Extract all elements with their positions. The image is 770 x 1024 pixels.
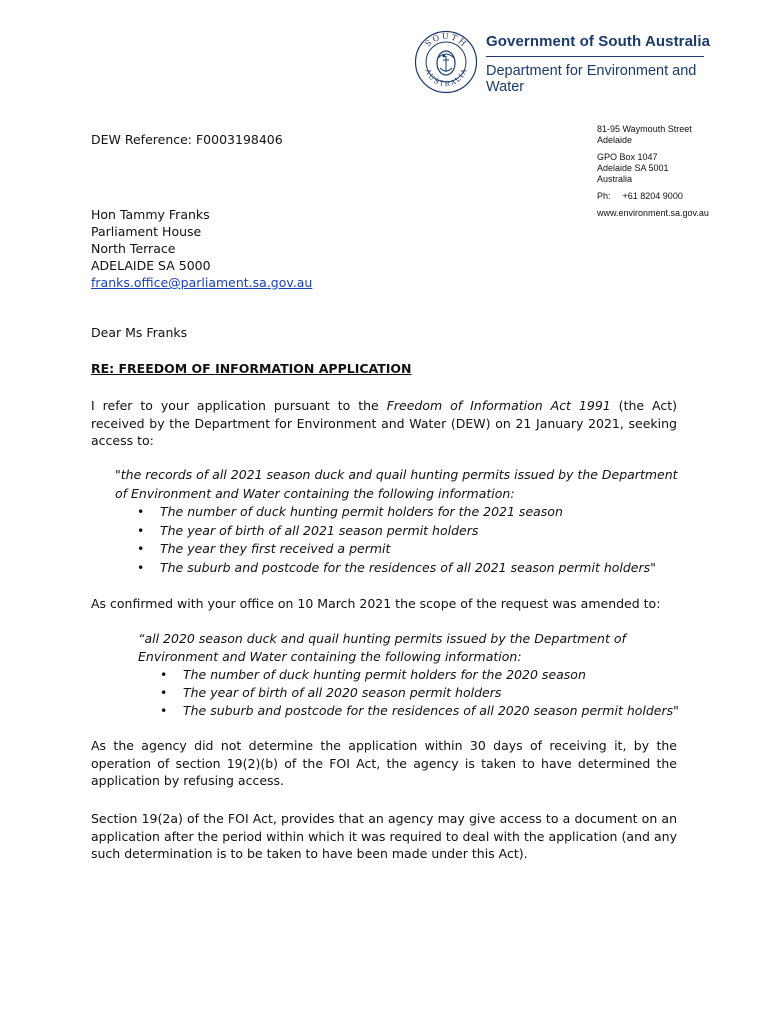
svg-text:SOUTH — [424, 32, 470, 49]
address-po-box: GPO Box 1047 — [597, 152, 658, 162]
phone-label: Ph: — [597, 191, 611, 201]
seal-text-top: SOUTH — [423, 31, 470, 50]
address-country: Australia — [597, 174, 633, 184]
bullet-icon: • — [137, 559, 145, 575]
paragraph-section-19-2a: Section 19(2a) of the FOI Act, provides that an agency may give access to a document on an application after the period within which it was required to deal with the application (and any such determination is to be taken to have been made under this Act). — [91, 811, 677, 862]
list-item: • The suburb and postcode for the residences of all 2020 season permit holders" — [160, 703, 679, 718]
list-item: • The suburb and postcode for the residences of all 2021 season permit holders" — [137, 559, 685, 578]
address-street: 81-95 Waymouth Street — [597, 124, 692, 134]
phone-line — [597, 191, 709, 202]
list-item: • The number of duck hunting permit holders for the 2020 season — [160, 667, 586, 682]
recipient-block — [91, 206, 312, 291]
phone-number: +61 8204 9000 — [622, 191, 683, 201]
header-divider — [486, 56, 704, 57]
act-name: Freedom of Information Act 1991 — [386, 398, 611, 413]
quote1-intro: "the records of all 2021 season duck and quail hunting permits issued by the Department of Environment and Water containing the following information: — [115, 467, 678, 501]
recipient-line1: Parliament House — [91, 224, 202, 239]
salutation: Dear Ms Franks — [91, 325, 188, 340]
para1-before: I refer to your application pursuant to the — [91, 398, 387, 413]
bullet-icon: • — [137, 541, 145, 556]
address-postcode: Adelaide SA 5001 — [597, 163, 669, 173]
quote1-list — [137, 503, 685, 577]
recipient-name: Hon Tammy Franks — [91, 207, 210, 222]
subject-line: RE: FREEDOM OF INFORMATION APPLICATION — [91, 361, 412, 376]
quote2-intro: “all 2020 season duck and quail hunting permits issued by the Department of Environment and Water containing the following information: — [138, 631, 626, 664]
bullet-icon: • — [160, 703, 168, 718]
bullet-icon: • — [137, 504, 145, 519]
bullet-icon: • — [160, 685, 168, 700]
list-item: • The number of duck hunting permit holders for the 2021 season — [137, 503, 685, 522]
amended-request-quote — [138, 630, 688, 720]
recipient-email-link[interactable]: franks.office@parliament.sa.gov.au — [91, 275, 313, 290]
sender-address — [597, 124, 709, 219]
recipient-line2: North Terrace — [91, 241, 176, 256]
reference-number: DEW Reference: F0003198406 — [91, 132, 283, 147]
department-name: Department for Environment and Water — [486, 63, 697, 95]
list-item: • The year they first received a permit — [137, 540, 685, 559]
bullet-icon: • — [137, 522, 145, 538]
website: www.environment.sa.gov.au — [597, 208, 709, 218]
seal-text-bottom: AUSTRALIA — [423, 66, 469, 89]
bullet-icon: • — [160, 667, 168, 682]
paragraph-scope-amended: As confirmed with your office on 10 March 2021 the scope of the request was amended to: — [91, 596, 661, 611]
government-name: Government of South Australia — [486, 33, 711, 50]
list-item: • The year of birth of all 2021 season permit holders — [137, 522, 685, 541]
list-item: • The year of birth of all 2020 season permit holders — [160, 685, 502, 700]
address-city: Adelaide — [597, 135, 633, 145]
paragraph-deemed-refusal: As the agency did not determine the application within 30 days of receiving it, by the operation of section 19(2)(b) of the FOI Act, the agency is taken to have determined the application by refusing access. — [91, 738, 677, 789]
quote2-list — [160, 666, 688, 720]
recipient-line3: ADELAIDE SA 5000 — [91, 258, 211, 273]
state-seal-icon — [414, 30, 478, 94]
para1-after: (the Act) received by the Department for Environment and Water (DEW) on 21 January 2021, seeking access to: — [91, 398, 678, 449]
original-request-quote — [115, 466, 685, 577]
paragraph-intro — [91, 397, 677, 450]
letterhead — [414, 30, 714, 100]
